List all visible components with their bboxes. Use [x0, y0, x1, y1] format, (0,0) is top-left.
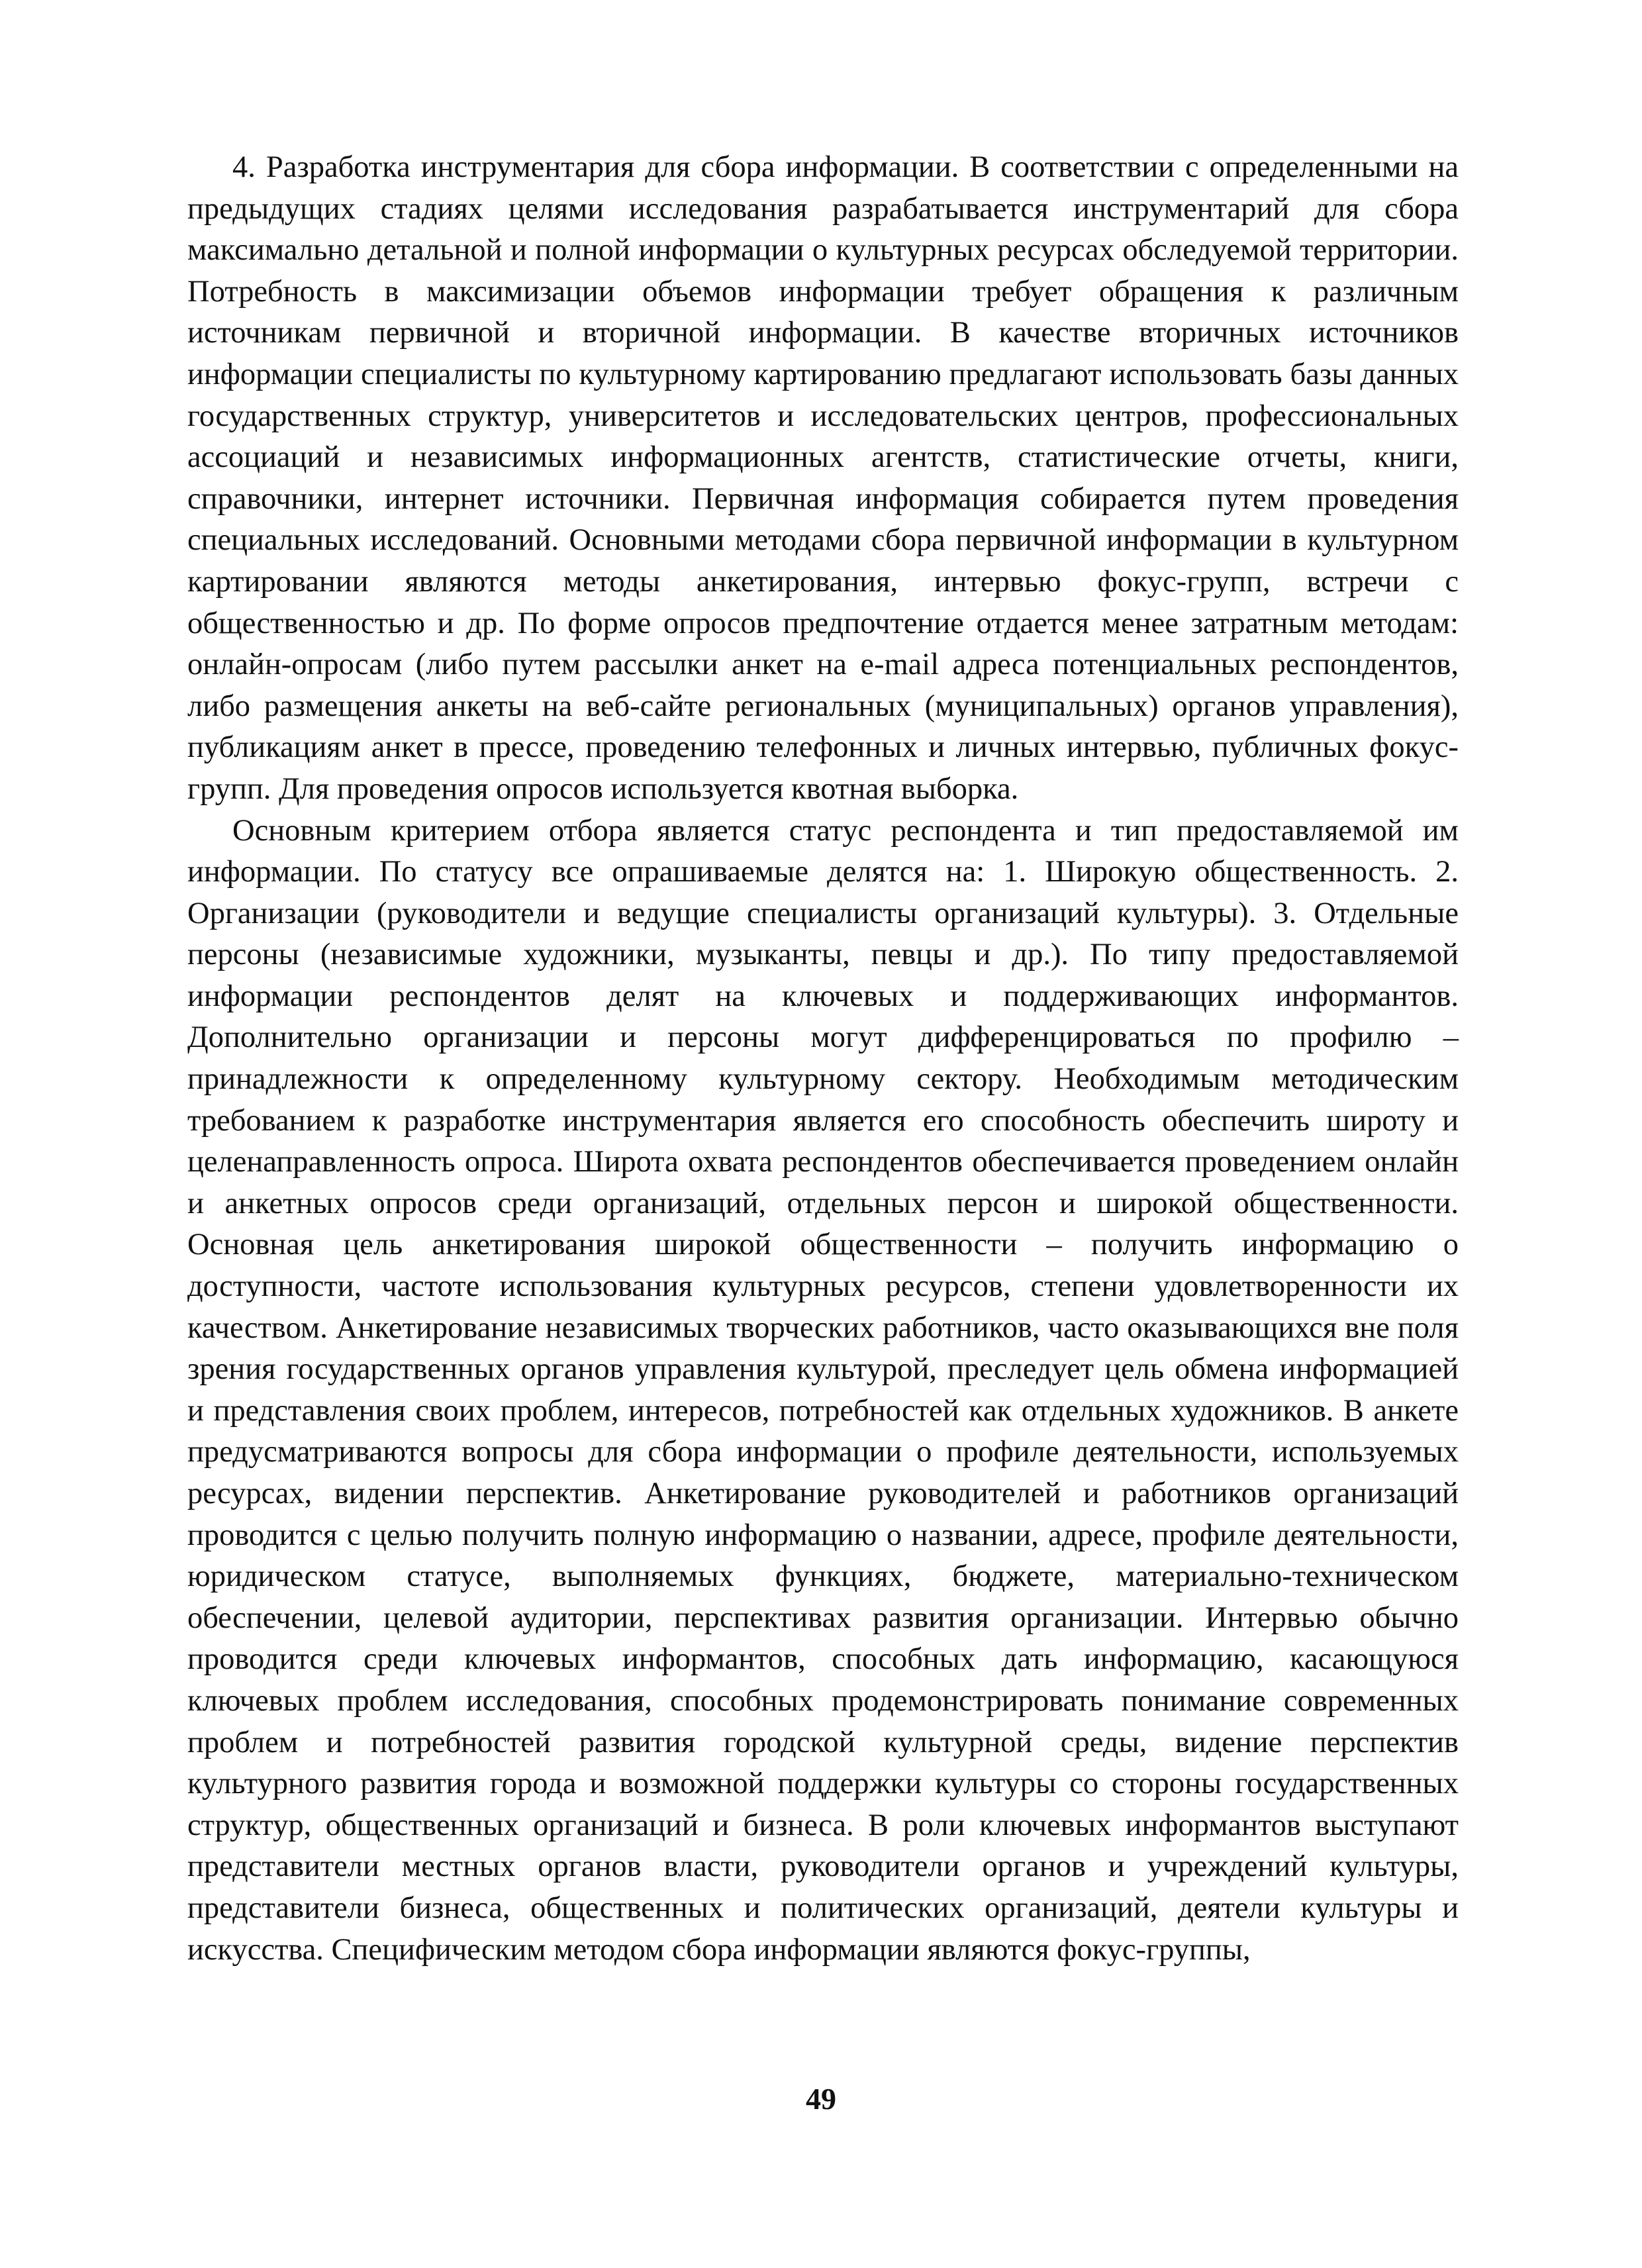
page-body [187, 147, 1459, 1971]
page-number: 49 [806, 2082, 836, 2116]
paragraph-selection-criteria: Основным критерием отбора является статус респондента и тип предоставляемой им информации. По статусу все опрашиваемые делятся на: 1. Широкую общественность. 2. Организации (руководители и ведущие специалисты организаций культуры). 3. Отдельные персоны (независимые художники, музыканты, певцы и др.). По типу предоставляемой информации респондентов делят на ключевых и поддерживающих информантов. Дополнительно организации и персоны могут дифференцироваться по профилю – принадлежности к определенному культурному сектору. Необходимым методическим требованием к разработке инструментария является его способность обеспечить широту и целенаправленность опроса. Широта охвата респондентов обеспечивается проведением онлайн и анкетных опросов среди организаций, отдельных персон и широкой общественности. Основная цель анкетирования широкой общественности – получить информацию о доступности, частоте использования культурных ресурсов, степени удовлетворенности их качеством. Анкетирование независимых творческих работников, часто оказывающихся вне поля зрения государственных органов управления культурой, преследует цель обмена информацией и представления своих проблем, интересов, потребностей как отдельных художников. В анкете предусматриваются вопросы для сбора информации о профиле деятельности, используемых ресурсах, видении перспектив. Анкетирование руководителей и работников организаций проводится с целью получить полную информацию о названии, адресе, профиле деятельности, юридическом статусе, выполняемых функциях, бюджете, материально-техническом обеспечении, целевой аудитории, перспективах развития организации. Интервью обычно проводится среди ключевых информантов, способных дать информацию, касающуюся ключевых проблем исследования, способных продемонстрировать понимание современных проблем и потребностей развития городской культурной среды, видение перспектив культурного развития города и возможной поддержки культуры со стороны государственных структур, общественных организаций и бизнеса. В роли ключевых информантов выступают представители местных органов власти, руководители органов и учреждений культуры, представители бизнеса, общественных и политических организаций, деятели культуры и искусства. Специфическим методом сбора информации являются фокус-группы, [187, 813, 1459, 1967]
paragraph-instrument-development: 4. Разработка инструментария для сбора информации. В соответствии с определенными на предыдущих стадиях целями исследования разрабатывается инструментарий для сбора максимально детальной и полной информации о культурных ресурсах обследуемой территории. Потребность в максимизации объемов информации требует обращения к различным источникам первичной и вторичной информации. В качестве вторичных источников информации специалисты по культурному картированию предлагают использовать базы данных государственных структур, университетов и исследовательских центров, профессиональных ассоциаций и независимых информационных агентств, статистические отчеты, книги, справочники, интернет источники. Первичная информация собирается путем проведения специальных исследований. Основными методами сбора первичной информации в культурном картировании являются методы анкетирования, интервью фокус-групп, встречи с общественностью и др. По форме опросов предпочтение отдается менее затратным методам: онлайн-опросам (либо путем рассылки анкет на e-mail адреса потенциальных респондентов, либо размещения анкеты на веб-сайте региональных (муниципальных) органов управления), публикациям анкет в прессе, проведению телефонных и личных интервью, публичных фокус-групп. Для проведения опросов используется квотная выборка. [187, 150, 1459, 806]
